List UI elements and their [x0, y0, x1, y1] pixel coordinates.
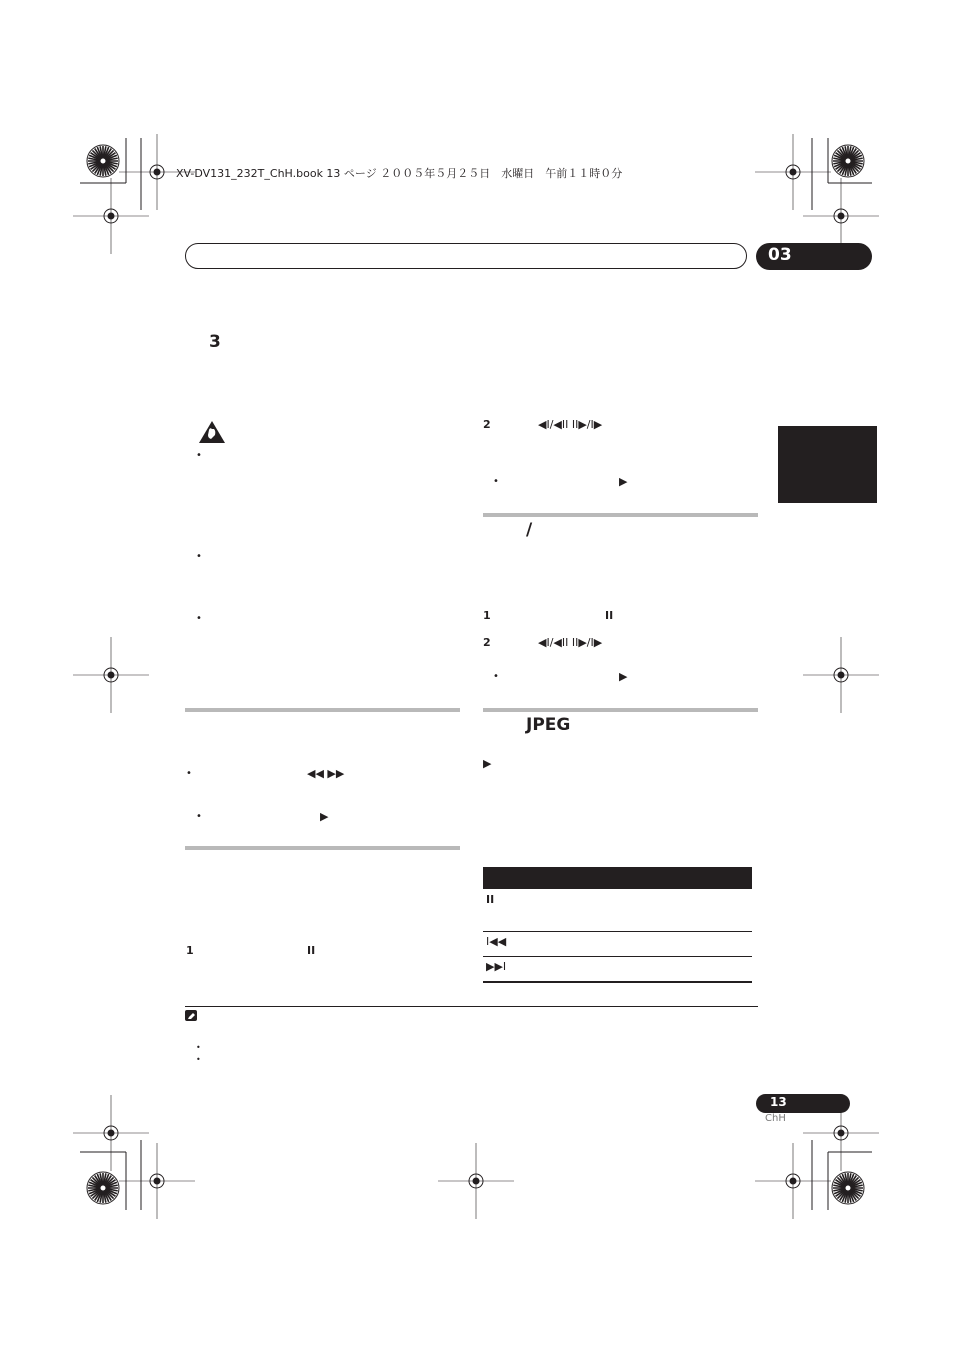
- slow-step-2-number: 2: [483, 418, 491, 431]
- note-pencil-icon: [187, 1012, 196, 1020]
- jpeg-table-header: [483, 867, 752, 889]
- frame-pause-glyph: II: [605, 609, 614, 622]
- book-info-line: XV-DV131_232T_ChH.book 13 ページ ２００５年５月２５日 水曜日 午前１１時０分: [176, 167, 623, 180]
- frame-step-buttons-glyph: ◀I/◀II II▶/I▶: [538, 636, 603, 649]
- language-code: ChH: [765, 1113, 786, 1124]
- slow-step-1-number: 1: [186, 944, 194, 957]
- page-number: 13: [770, 1095, 787, 1109]
- slow-step-buttons-glyph: ◀I/◀II II▶/I▶: [538, 418, 603, 431]
- frame-step-2-number: 2: [483, 636, 491, 649]
- jpeg-play-glyph: ▶: [483, 757, 492, 770]
- slow-play-glyph: ▶: [619, 475, 628, 488]
- section-rule-jpeg: [483, 708, 758, 712]
- frame-step-1-number: 1: [483, 609, 491, 622]
- side-language-tab: [778, 426, 877, 503]
- section-rule-frame: [483, 513, 758, 517]
- slow-pause-glyph: II: [307, 944, 316, 957]
- section-rule-slow: [185, 846, 460, 850]
- caution-bullet-2: •: [196, 551, 202, 562]
- caution-icon: [198, 420, 226, 444]
- caution-bullet-1: •: [196, 450, 202, 461]
- scan-play-glyph: ▶: [320, 810, 329, 823]
- chapter-number: 03: [768, 245, 792, 265]
- scan-buttons-glyph: ◀◀ ▶▶: [307, 767, 345, 780]
- table-bottom-rule: [483, 981, 752, 983]
- section-rule-scan: [185, 708, 460, 712]
- jpeg-section-heading: JPEG: [526, 715, 571, 735]
- table-row-divider: [483, 931, 752, 932]
- slow-bullet: •: [493, 476, 499, 487]
- caution-bullet-3: •: [196, 613, 202, 624]
- header-title-bar: [185, 243, 747, 269]
- frame-section-heading: /: [526, 520, 533, 540]
- note-rule: [185, 1006, 758, 1007]
- frame-play-glyph: ▶: [619, 670, 628, 683]
- frame-bullet: •: [493, 671, 499, 682]
- table-next-icon: ▶▶I: [486, 960, 507, 973]
- note-bullet-1: •: [196, 1043, 201, 1052]
- scan-bullet-2: •: [196, 811, 202, 822]
- table-pause-icon: II: [486, 893, 495, 906]
- chapter-title: 3: [209, 332, 221, 352]
- scan-bullet-1: •: [186, 768, 192, 779]
- table-row-divider: [483, 956, 752, 957]
- note-bullet-2: •: [196, 1055, 201, 1064]
- table-previous-icon: I◀◀: [486, 935, 507, 948]
